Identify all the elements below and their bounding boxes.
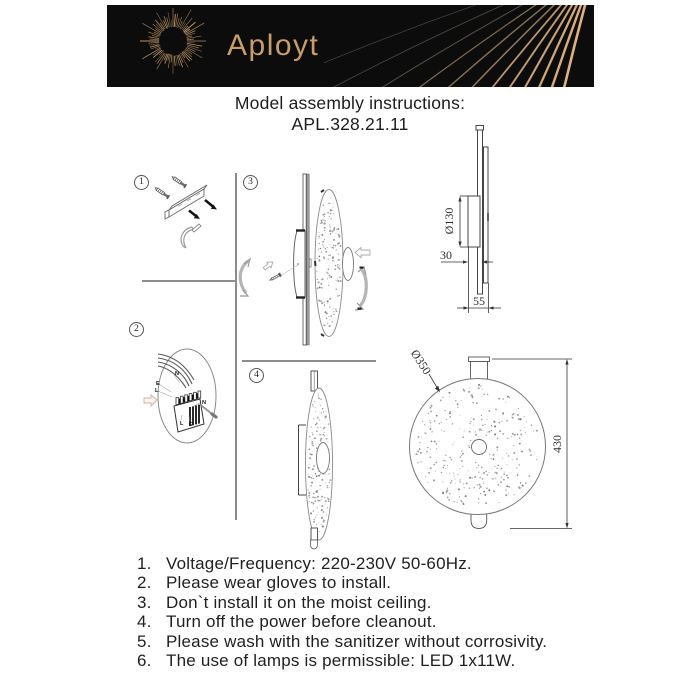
horizontal-divider-middle bbox=[242, 360, 376, 362]
side-view-drawing bbox=[435, 95, 605, 320]
push-left-arrow-icon bbox=[355, 248, 370, 258]
diagram-step1-bracket bbox=[145, 160, 250, 265]
insert-arrow-icon bbox=[262, 259, 275, 271]
instructions-list bbox=[137, 554, 677, 670]
model-number: APL.328.21.11 bbox=[291, 114, 409, 134]
horizontal-divider-left bbox=[142, 280, 236, 282]
list-item-text: The use of lamps is permissible: LED 1x11W. bbox=[166, 651, 516, 671]
rotate-arrow-left-icon bbox=[240, 259, 250, 296]
list-item-number: 5. bbox=[137, 631, 152, 651]
screw-icon bbox=[269, 273, 282, 282]
dim-total-depth: 55 bbox=[473, 294, 485, 308]
step-4-badge: 4 bbox=[249, 368, 264, 383]
list-item bbox=[137, 554, 677, 573]
mount-drum-icon bbox=[294, 231, 305, 298]
brand-banner bbox=[107, 5, 594, 87]
list-item bbox=[137, 612, 677, 631]
diagram-step4-assembled bbox=[290, 365, 350, 560]
list-item bbox=[137, 573, 677, 592]
dim-wall-offset: 30 bbox=[440, 248, 452, 262]
front-view-drawing bbox=[395, 340, 595, 540]
anchor-screw-icon bbox=[154, 175, 187, 199]
list-item-number: 3. bbox=[137, 592, 152, 612]
list-item-text: Please wash with the sanitizer without corrosivity. bbox=[166, 631, 548, 651]
wire-label-n-top: N bbox=[175, 371, 179, 377]
sunburst-logo-icon bbox=[140, 8, 206, 74]
wire-label-e-left: E bbox=[156, 381, 160, 387]
list-item-text: Turn off the power before cleanout. bbox=[166, 612, 437, 632]
list-item-number: 4. bbox=[137, 612, 152, 632]
step-2-badge: 2 bbox=[129, 322, 144, 337]
list-item-number: 2. bbox=[137, 573, 152, 593]
list-item-text: Please wear gloves to install. bbox=[166, 573, 392, 593]
banner-rays-icon bbox=[324, 5, 594, 87]
list-item-number: 1. bbox=[137, 554, 152, 573]
page-title: Model assembly instructions: bbox=[234, 93, 466, 113]
wire-label-l-left: L bbox=[155, 388, 159, 394]
diagram-step3-exploded bbox=[238, 165, 378, 355]
list-item bbox=[137, 651, 677, 670]
dim-overall-height: 430 bbox=[550, 435, 564, 453]
dim-mount-diameter: Ø130 bbox=[442, 207, 456, 235]
list-item-text: Voltage/Frequency: 220-230V 50-60Hz. bbox=[166, 554, 472, 573]
brand-wordmark: Aployt bbox=[227, 29, 320, 62]
list-item bbox=[137, 593, 677, 612]
rotate-arrow-right-icon bbox=[355, 267, 366, 310]
push-arrow-icon bbox=[144, 395, 157, 406]
wire-label-e-bottom: E bbox=[189, 422, 193, 428]
wire-label-l-bottom: L bbox=[180, 421, 184, 427]
wire-label-n-right: N bbox=[202, 400, 206, 406]
step-1-badge: 1 bbox=[134, 175, 149, 190]
list-item-text: Don`t install it on the moist ceiling. bbox=[166, 592, 432, 612]
step-3-badge: 3 bbox=[243, 175, 258, 190]
dim-shade-diameter: Ø350 bbox=[407, 347, 435, 377]
list-item bbox=[137, 632, 677, 651]
list-item-number: 6. bbox=[137, 651, 152, 671]
diagram-step2-wiring bbox=[128, 340, 253, 455]
